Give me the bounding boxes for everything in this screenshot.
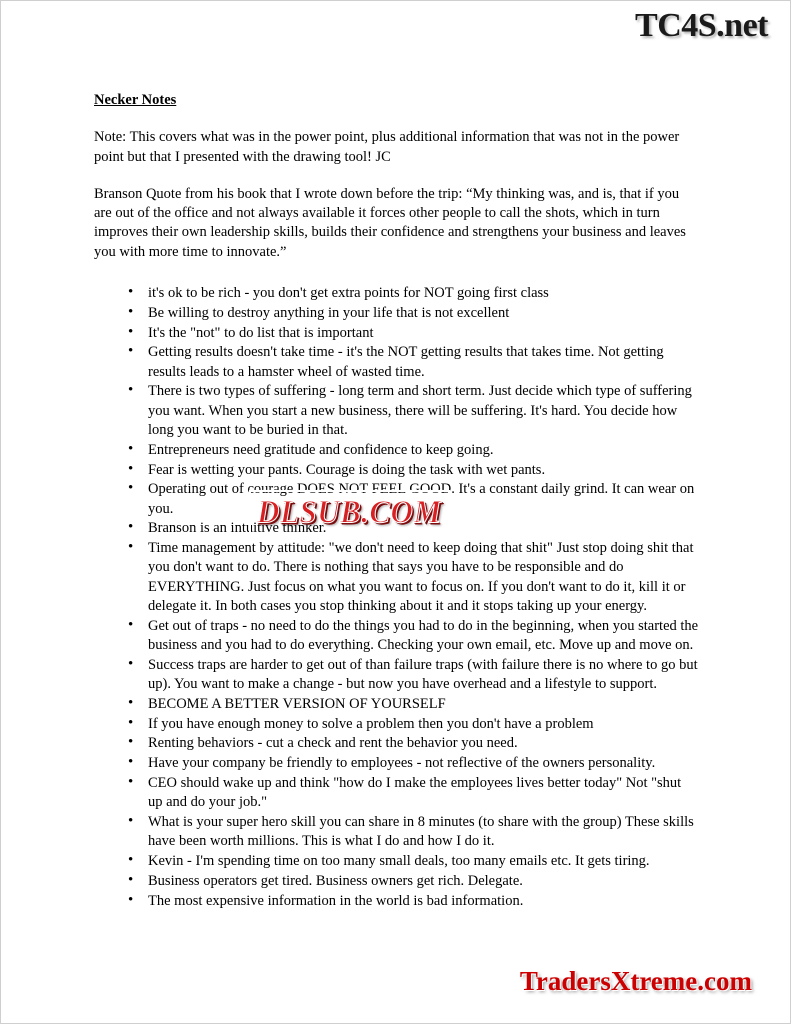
list-item: • The most expensive information in the world is bad information.: [146, 892, 699, 911]
tc4s-watermark: TC4S.net: [635, 7, 768, 44]
notes-bullet-list: [94, 284, 699, 911]
list-item: • BECOME A BETTER VERSION OF YOURSELF: [146, 695, 699, 714]
branson-quote-paragraph: Branson Quote from his book that I wrote down before the trip: “My thinking was, and is, that if you are out of the office and not always available it forces other people to call the shots, which in turn improves their own leadership skills, builds their confidence and strengthens your business and leaves you with more time to innovate.”: [94, 185, 686, 260]
list-item: • Have your company be friendly to employees - not reflective of the owners personality.: [146, 754, 699, 773]
list-item: • Fear is wetting your pants. Courage is doing the task with wet pants.: [146, 461, 699, 480]
list-item: • Branson is an intuitive thinker.: [146, 519, 699, 538]
list-item: • Be willing to destroy anything in your life that is not excellent: [146, 304, 699, 323]
list-item: • Time management by attitude: "we don't need to keep doing that shit" Just stop doing shit that you don't want to do. There is nothing that says you have to be responsible and do EVERYTHING. Just focus on what you want to focus on. If you don't want to do it, kill it or delegate it. In both cases you stop thinking about it and it stops taking up your energy.: [146, 539, 699, 616]
list-item: • What is your super hero skill you can share in 8 minutes (to share with the group) These skills have been worth millions. This is what I do and how I do it.: [146, 813, 699, 852]
list-item: • Success traps are harder to get out of than failure traps (with failure there is no where to go but up). You want to make a change - but now you have overhead and a lifestyle to support.: [146, 656, 699, 695]
list-item: • CEO should wake up and think "how do I make the employees lives better today" Not "shut up and do your job.": [146, 774, 699, 813]
list-item: • Entrepreneurs need gratitude and confidence to keep going.: [146, 441, 699, 460]
list-item: • There is two types of suffering - long term and short term. Just decide which type of suffering you want. When you start a new business, there will be suffering. It's hard. You decide how long you want to be buried in that.: [146, 382, 699, 440]
list-item: • Operating out of courage DOES NOT FEEL GOOD. It's a constant daily grind. It can wear on you.: [146, 480, 699, 519]
list-item: • Get out of traps - no need to do the things you had to do in the beginning, when you started the business and you had to do everything. Checking your own email, etc. Move up and move on.: [146, 617, 699, 656]
list-item: • Renting behaviors - cut a check and rent the behavior you need.: [146, 734, 699, 753]
list-item: • If you have enough money to solve a problem then you don't have a problem: [146, 715, 699, 734]
list-item: • it's ok to be rich - you don't get extra points for NOT going first class: [146, 284, 699, 303]
dlsub-watermark: DLSUB.COM: [249, 490, 450, 534]
list-item: • Kevin - I'm spending time on too many small deals, too many emails etc. It gets tiring.: [146, 852, 699, 871]
tradersxtreme-watermark: TradersXtreme.com: [519, 966, 752, 996]
note-paragraph: Note: This covers what was in the power point, plus additional information that was not in the power point but that I presented with the drawing tool! JC: [94, 129, 680, 165]
list-item: • Getting results doesn't take time - it's the NOT getting results that takes time. Not getting results leads to a hamster wheel of wasted time.: [146, 343, 699, 382]
page-title: Necker Notes: [94, 92, 177, 108]
list-item: • It's the "not" to do list that is important: [146, 324, 699, 343]
list-item: • Business operators get tired. Business owners get rich. Delegate.: [146, 872, 699, 891]
